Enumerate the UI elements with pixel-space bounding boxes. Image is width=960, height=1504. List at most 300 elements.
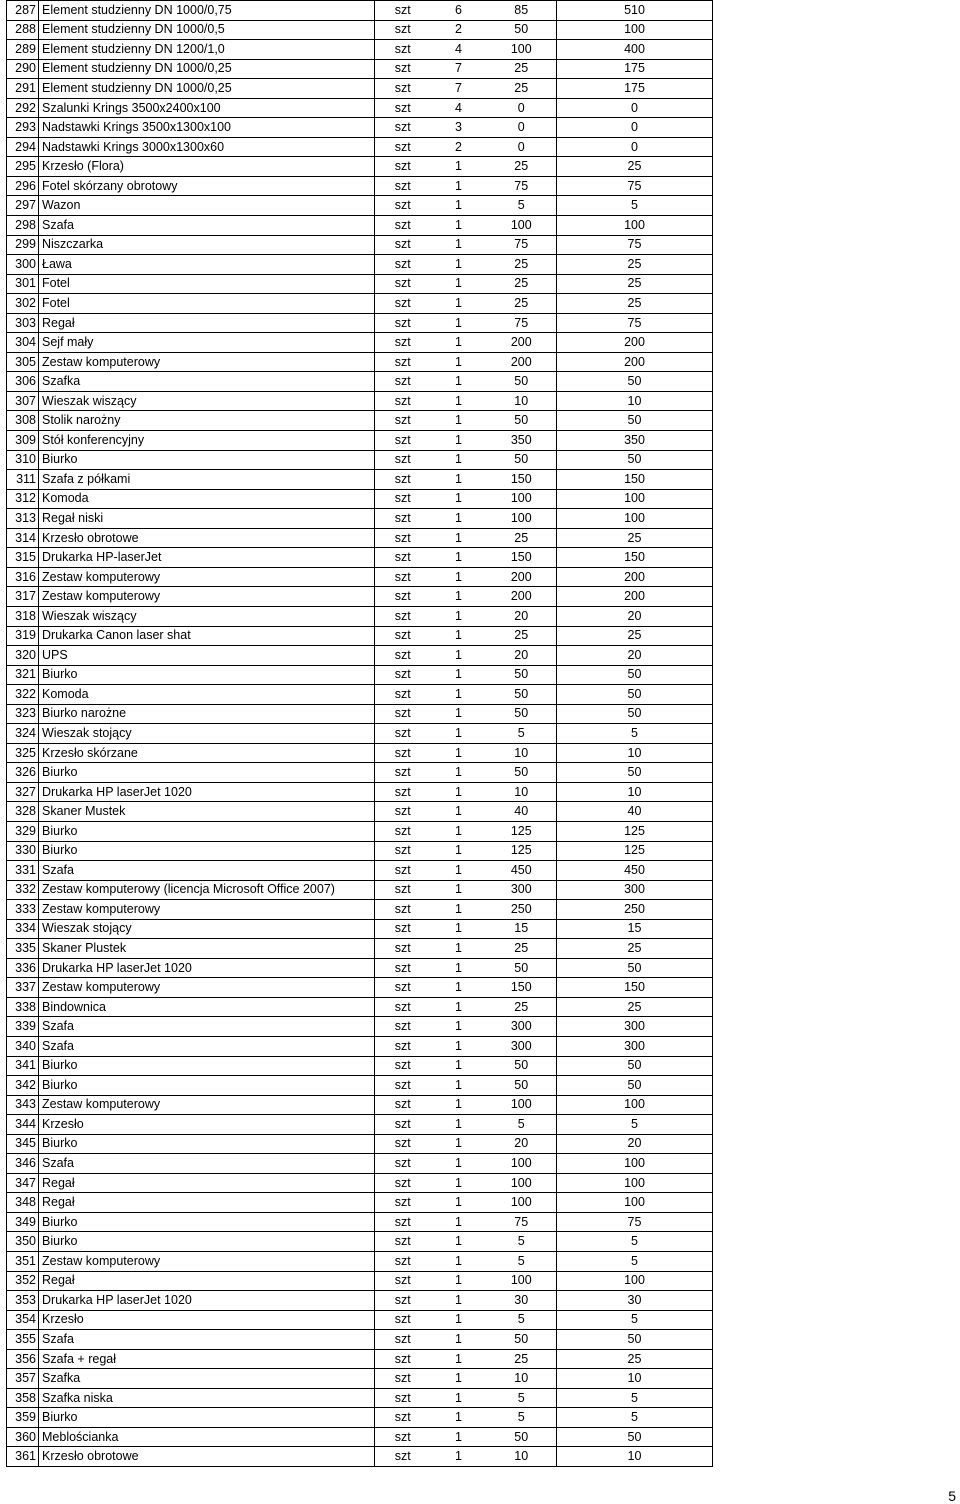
table-row xyxy=(7,235,713,255)
table-row xyxy=(7,1173,713,1193)
quantity-cell: 1 xyxy=(431,391,487,411)
unit-value-cell: 50 xyxy=(487,958,557,978)
row-number-cell: 353 xyxy=(7,1291,39,1311)
unit-cell: szt xyxy=(375,1447,431,1467)
item-name-cell: Element studzienny DN 1000/0,5 xyxy=(39,20,375,40)
total-value-cell: 200 xyxy=(557,567,713,587)
table-row xyxy=(7,1017,713,1037)
total-value-cell: 25 xyxy=(557,274,713,294)
item-name-cell: Stolik narożny xyxy=(39,411,375,431)
unit-cell: szt xyxy=(375,59,431,79)
unit-value-cell: 50 xyxy=(487,704,557,724)
item-name-cell: Szafa + regał xyxy=(39,1349,375,1369)
row-number-cell: 314 xyxy=(7,528,39,548)
total-value-cell: 5 xyxy=(557,1310,713,1330)
unit-cell: szt xyxy=(375,782,431,802)
item-name-cell: Szafa xyxy=(39,1154,375,1174)
unit-cell: szt xyxy=(375,1408,431,1428)
total-value-cell: 25 xyxy=(557,997,713,1017)
item-name-cell: Krzesło (Flora) xyxy=(39,157,375,177)
row-number-cell: 301 xyxy=(7,274,39,294)
unit-cell: szt xyxy=(375,176,431,196)
row-number-cell: 319 xyxy=(7,626,39,646)
total-value-cell: 5 xyxy=(557,1252,713,1272)
unit-value-cell: 25 xyxy=(487,157,557,177)
unit-value-cell: 0 xyxy=(487,137,557,157)
total-value-cell: 50 xyxy=(557,958,713,978)
unit-cell: szt xyxy=(375,1076,431,1096)
item-name-cell: Szalunki Krings 3500x2400x100 xyxy=(39,98,375,118)
total-value-cell: 100 xyxy=(557,1095,713,1115)
row-number-cell: 359 xyxy=(7,1408,39,1428)
unit-value-cell: 0 xyxy=(487,98,557,118)
item-name-cell: Szafa xyxy=(39,1017,375,1037)
table-row xyxy=(7,626,713,646)
quantity-cell: 1 xyxy=(431,626,487,646)
table-row xyxy=(7,372,713,392)
quantity-cell: 1 xyxy=(431,646,487,666)
table-row xyxy=(7,333,713,353)
row-number-cell: 337 xyxy=(7,978,39,998)
unit-cell: szt xyxy=(375,997,431,1017)
unit-value-cell: 100 xyxy=(487,1154,557,1174)
unit-cell: szt xyxy=(375,489,431,509)
unit-value-cell: 5 xyxy=(487,1310,557,1330)
quantity-cell: 2 xyxy=(431,137,487,157)
unit-cell: szt xyxy=(375,763,431,783)
item-name-cell: Bindownica xyxy=(39,997,375,1017)
total-value-cell: 50 xyxy=(557,1076,713,1096)
unit-cell: szt xyxy=(375,587,431,607)
row-number-cell: 340 xyxy=(7,1036,39,1056)
row-number-cell: 341 xyxy=(7,1056,39,1076)
unit-value-cell: 85 xyxy=(487,1,557,21)
total-value-cell: 20 xyxy=(557,646,713,666)
quantity-cell: 1 xyxy=(431,1447,487,1467)
quantity-cell: 1 xyxy=(431,1388,487,1408)
item-name-cell: Szafka niska xyxy=(39,1388,375,1408)
unit-cell: szt xyxy=(375,294,431,314)
item-name-cell: Element studzienny DN 1200/1,0 xyxy=(39,40,375,60)
quantity-cell: 1 xyxy=(431,997,487,1017)
total-value-cell: 75 xyxy=(557,313,713,333)
item-name-cell: Element studzienny DN 1000/0,25 xyxy=(39,79,375,99)
row-number-cell: 304 xyxy=(7,333,39,353)
page-number: 5 xyxy=(948,1488,956,1504)
quantity-cell: 4 xyxy=(431,98,487,118)
row-number-cell: 308 xyxy=(7,411,39,431)
quantity-cell: 4 xyxy=(431,40,487,60)
row-number-cell: 294 xyxy=(7,137,39,157)
quantity-cell: 1 xyxy=(431,939,487,959)
total-value-cell: 10 xyxy=(557,391,713,411)
table-row xyxy=(7,216,713,236)
quantity-cell: 1 xyxy=(431,978,487,998)
table-row xyxy=(7,1232,713,1252)
unit-cell: szt xyxy=(375,606,431,626)
table-row xyxy=(7,704,713,724)
total-value-cell: 150 xyxy=(557,470,713,490)
unit-value-cell: 50 xyxy=(487,1330,557,1350)
unit-value-cell: 0 xyxy=(487,118,557,138)
item-name-cell: UPS xyxy=(39,646,375,666)
unit-cell: szt xyxy=(375,978,431,998)
row-number-cell: 342 xyxy=(7,1076,39,1096)
unit-cell: szt xyxy=(375,1036,431,1056)
unit-value-cell: 200 xyxy=(487,587,557,607)
unit-cell: szt xyxy=(375,1291,431,1311)
unit-cell: szt xyxy=(375,1173,431,1193)
quantity-cell: 1 xyxy=(431,255,487,275)
quantity-cell: 1 xyxy=(431,1154,487,1174)
item-name-cell: Biurko xyxy=(39,1076,375,1096)
total-value-cell: 20 xyxy=(557,1134,713,1154)
table-row xyxy=(7,1271,713,1291)
unit-cell: szt xyxy=(375,1369,431,1389)
table-row xyxy=(7,1076,713,1096)
quantity-cell: 1 xyxy=(431,1349,487,1369)
unit-value-cell: 40 xyxy=(487,802,557,822)
quantity-cell: 2 xyxy=(431,20,487,40)
item-name-cell: Drukarka Canon laser shat xyxy=(39,626,375,646)
total-value-cell: 10 xyxy=(557,1369,713,1389)
quantity-cell: 1 xyxy=(431,606,487,626)
row-number-cell: 312 xyxy=(7,489,39,509)
total-value-cell: 5 xyxy=(557,196,713,216)
unit-value-cell: 100 xyxy=(487,1271,557,1291)
item-name-cell: Krzesło skórzane xyxy=(39,743,375,763)
row-number-cell: 349 xyxy=(7,1212,39,1232)
total-value-cell: 50 xyxy=(557,1056,713,1076)
unit-value-cell: 50 xyxy=(487,411,557,431)
unit-cell: szt xyxy=(375,255,431,275)
table-row xyxy=(7,606,713,626)
unit-cell: szt xyxy=(375,1154,431,1174)
unit-value-cell: 10 xyxy=(487,391,557,411)
quantity-cell: 1 xyxy=(431,1212,487,1232)
item-name-cell: Biurko narożne xyxy=(39,704,375,724)
item-name-cell: Biurko xyxy=(39,450,375,470)
unit-value-cell: 20 xyxy=(487,606,557,626)
total-value-cell: 25 xyxy=(557,1349,713,1369)
total-value-cell: 100 xyxy=(557,489,713,509)
item-name-cell: Wazon xyxy=(39,196,375,216)
unit-cell: szt xyxy=(375,841,431,861)
table-row xyxy=(7,509,713,529)
total-value-cell: 25 xyxy=(557,939,713,959)
quantity-cell: 1 xyxy=(431,1232,487,1252)
row-number-cell: 307 xyxy=(7,391,39,411)
quantity-cell: 1 xyxy=(431,509,487,529)
table-row xyxy=(7,1,713,21)
table-row xyxy=(7,763,713,783)
unit-cell: szt xyxy=(375,1330,431,1350)
unit-cell: szt xyxy=(375,216,431,236)
row-number-cell: 326 xyxy=(7,763,39,783)
row-number-cell: 295 xyxy=(7,157,39,177)
quantity-cell: 1 xyxy=(431,1427,487,1447)
item-name-cell: Regał xyxy=(39,1271,375,1291)
table-row xyxy=(7,821,713,841)
table-row xyxy=(7,431,713,451)
table-row xyxy=(7,919,713,939)
unit-value-cell: 10 xyxy=(487,782,557,802)
table-row xyxy=(7,1095,713,1115)
item-name-cell: Wieszak stojący xyxy=(39,724,375,744)
unit-value-cell: 50 xyxy=(487,372,557,392)
unit-cell: szt xyxy=(375,958,431,978)
item-name-cell: Meblościanka xyxy=(39,1427,375,1447)
quantity-cell: 1 xyxy=(431,1252,487,1272)
item-name-cell: Regał niski xyxy=(39,509,375,529)
quantity-cell: 1 xyxy=(431,841,487,861)
quantity-cell: 1 xyxy=(431,900,487,920)
quantity-cell: 1 xyxy=(431,763,487,783)
item-name-cell: Element studzienny DN 1000/0,75 xyxy=(39,1,375,21)
row-number-cell: 296 xyxy=(7,176,39,196)
total-value-cell: 10 xyxy=(557,782,713,802)
unit-value-cell: 25 xyxy=(487,997,557,1017)
unit-cell: szt xyxy=(375,1017,431,1037)
item-name-cell: Zestaw komputerowy xyxy=(39,567,375,587)
quantity-cell: 1 xyxy=(431,411,487,431)
total-value-cell: 30 xyxy=(557,1291,713,1311)
item-name-cell: Biurko xyxy=(39,665,375,685)
total-value-cell: 0 xyxy=(557,98,713,118)
table-row xyxy=(7,939,713,959)
row-number-cell: 331 xyxy=(7,861,39,881)
total-value-cell: 50 xyxy=(557,685,713,705)
total-value-cell: 150 xyxy=(557,548,713,568)
item-name-cell: Nadstawki Krings 3500x1300x100 xyxy=(39,118,375,138)
unit-value-cell: 25 xyxy=(487,255,557,275)
quantity-cell: 1 xyxy=(431,1291,487,1311)
row-number-cell: 291 xyxy=(7,79,39,99)
item-name-cell: Zestaw komputerowy xyxy=(39,1095,375,1115)
table-row xyxy=(7,1036,713,1056)
row-number-cell: 330 xyxy=(7,841,39,861)
total-value-cell: 400 xyxy=(557,40,713,60)
table-row xyxy=(7,978,713,998)
unit-value-cell: 125 xyxy=(487,821,557,841)
table-row xyxy=(7,782,713,802)
table-row xyxy=(7,861,713,881)
unit-cell: szt xyxy=(375,79,431,99)
total-value-cell: 0 xyxy=(557,118,713,138)
total-value-cell: 5 xyxy=(557,1115,713,1135)
unit-cell: szt xyxy=(375,509,431,529)
unit-value-cell: 75 xyxy=(487,1212,557,1232)
quantity-cell: 1 xyxy=(431,1369,487,1389)
quantity-cell: 1 xyxy=(431,1076,487,1096)
item-name-cell: Fotel skórzany obrotowy xyxy=(39,176,375,196)
unit-value-cell: 75 xyxy=(487,176,557,196)
unit-value-cell: 50 xyxy=(487,685,557,705)
item-name-cell: Regał xyxy=(39,313,375,333)
unit-value-cell: 10 xyxy=(487,1447,557,1467)
quantity-cell: 1 xyxy=(431,724,487,744)
total-value-cell: 510 xyxy=(557,1,713,21)
unit-cell: szt xyxy=(375,900,431,920)
unit-cell: szt xyxy=(375,1388,431,1408)
unit-value-cell: 200 xyxy=(487,333,557,353)
unit-value-cell: 50 xyxy=(487,1076,557,1096)
table-row xyxy=(7,743,713,763)
unit-value-cell: 50 xyxy=(487,665,557,685)
total-value-cell: 50 xyxy=(557,411,713,431)
unit-value-cell: 100 xyxy=(487,1173,557,1193)
quantity-cell: 1 xyxy=(431,1173,487,1193)
row-number-cell: 324 xyxy=(7,724,39,744)
unit-value-cell: 25 xyxy=(487,59,557,79)
item-name-cell: Szafka xyxy=(39,372,375,392)
total-value-cell: 75 xyxy=(557,176,713,196)
unit-value-cell: 25 xyxy=(487,626,557,646)
total-value-cell: 40 xyxy=(557,802,713,822)
unit-cell: szt xyxy=(375,1252,431,1272)
table-row xyxy=(7,157,713,177)
unit-value-cell: 75 xyxy=(487,313,557,333)
item-name-cell: Szafka xyxy=(39,1369,375,1389)
unit-cell: szt xyxy=(375,1193,431,1213)
quantity-cell: 1 xyxy=(431,528,487,548)
unit-value-cell: 5 xyxy=(487,1408,557,1428)
total-value-cell: 10 xyxy=(557,1447,713,1467)
unit-cell: szt xyxy=(375,528,431,548)
unit-value-cell: 5 xyxy=(487,196,557,216)
quantity-cell: 1 xyxy=(431,665,487,685)
table-row xyxy=(7,587,713,607)
table-row xyxy=(7,1193,713,1213)
unit-cell: szt xyxy=(375,724,431,744)
unit-value-cell: 50 xyxy=(487,1427,557,1447)
row-number-cell: 354 xyxy=(7,1310,39,1330)
quantity-cell: 1 xyxy=(431,548,487,568)
quantity-cell: 1 xyxy=(431,176,487,196)
quantity-cell: 1 xyxy=(431,704,487,724)
unit-value-cell: 5 xyxy=(487,1388,557,1408)
item-name-cell: Wieszak stojący xyxy=(39,919,375,939)
total-value-cell: 175 xyxy=(557,79,713,99)
unit-cell: szt xyxy=(375,1095,431,1115)
total-value-cell: 200 xyxy=(557,352,713,372)
unit-value-cell: 100 xyxy=(487,489,557,509)
quantity-cell: 1 xyxy=(431,1134,487,1154)
table-row xyxy=(7,1115,713,1135)
total-value-cell: 100 xyxy=(557,1193,713,1213)
row-number-cell: 317 xyxy=(7,587,39,607)
row-number-cell: 327 xyxy=(7,782,39,802)
table-row xyxy=(7,20,713,40)
row-number-cell: 297 xyxy=(7,196,39,216)
item-name-cell: Krzesło xyxy=(39,1115,375,1135)
item-name-cell: Komoda xyxy=(39,685,375,705)
row-number-cell: 352 xyxy=(7,1271,39,1291)
table-row xyxy=(7,489,713,509)
row-number-cell: 293 xyxy=(7,118,39,138)
total-value-cell: 20 xyxy=(557,606,713,626)
quantity-cell: 1 xyxy=(431,861,487,881)
inventory-table-body xyxy=(7,1,713,1467)
table-row xyxy=(7,1310,713,1330)
unit-value-cell: 125 xyxy=(487,841,557,861)
unit-cell: szt xyxy=(375,1134,431,1154)
unit-cell: szt xyxy=(375,1212,431,1232)
table-row xyxy=(7,1369,713,1389)
item-name-cell: Biurko xyxy=(39,763,375,783)
table-row xyxy=(7,137,713,157)
item-name-cell: Skaner Plustek xyxy=(39,939,375,959)
unit-value-cell: 100 xyxy=(487,509,557,529)
unit-value-cell: 25 xyxy=(487,274,557,294)
unit-cell: szt xyxy=(375,118,431,138)
table-row xyxy=(7,528,713,548)
table-row xyxy=(7,1388,713,1408)
unit-cell: szt xyxy=(375,313,431,333)
quantity-cell: 1 xyxy=(431,587,487,607)
table-row xyxy=(7,196,713,216)
unit-value-cell: 450 xyxy=(487,861,557,881)
total-value-cell: 100 xyxy=(557,20,713,40)
table-row xyxy=(7,1330,713,1350)
unit-value-cell: 15 xyxy=(487,919,557,939)
unit-cell: szt xyxy=(375,861,431,881)
unit-value-cell: 5 xyxy=(487,1115,557,1135)
item-name-cell: Wieszak wiszący xyxy=(39,391,375,411)
row-number-cell: 350 xyxy=(7,1232,39,1252)
quantity-cell: 1 xyxy=(431,216,487,236)
table-row xyxy=(7,352,713,372)
quantity-cell: 1 xyxy=(431,919,487,939)
row-number-cell: 332 xyxy=(7,880,39,900)
row-number-cell: 360 xyxy=(7,1427,39,1447)
total-value-cell: 75 xyxy=(557,1212,713,1232)
table-row xyxy=(7,313,713,333)
total-value-cell: 175 xyxy=(557,59,713,79)
item-name-cell: Komoda xyxy=(39,489,375,509)
item-name-cell: Regał xyxy=(39,1173,375,1193)
table-row xyxy=(7,59,713,79)
quantity-cell: 1 xyxy=(431,1193,487,1213)
row-number-cell: 358 xyxy=(7,1388,39,1408)
unit-value-cell: 150 xyxy=(487,978,557,998)
table-row xyxy=(7,1408,713,1428)
table-row xyxy=(7,724,713,744)
quantity-cell: 1 xyxy=(431,489,487,509)
quantity-cell: 1 xyxy=(431,1330,487,1350)
table-row xyxy=(7,685,713,705)
unit-cell: szt xyxy=(375,20,431,40)
row-number-cell: 287 xyxy=(7,1,39,21)
unit-value-cell: 250 xyxy=(487,900,557,920)
total-value-cell: 25 xyxy=(557,157,713,177)
unit-value-cell: 50 xyxy=(487,20,557,40)
item-name-cell: Szafa xyxy=(39,861,375,881)
item-name-cell: Skaner Mustek xyxy=(39,802,375,822)
total-value-cell: 100 xyxy=(557,216,713,236)
item-name-cell: Biurko xyxy=(39,821,375,841)
quantity-cell: 1 xyxy=(431,1408,487,1428)
inventory-table xyxy=(6,0,713,1467)
table-row xyxy=(7,880,713,900)
unit-value-cell: 300 xyxy=(487,880,557,900)
total-value-cell: 300 xyxy=(557,1017,713,1037)
quantity-cell: 1 xyxy=(431,685,487,705)
table-row xyxy=(7,841,713,861)
row-number-cell: 302 xyxy=(7,294,39,314)
item-name-cell: Zestaw komputerowy xyxy=(39,978,375,998)
item-name-cell: Krzesło xyxy=(39,1310,375,1330)
